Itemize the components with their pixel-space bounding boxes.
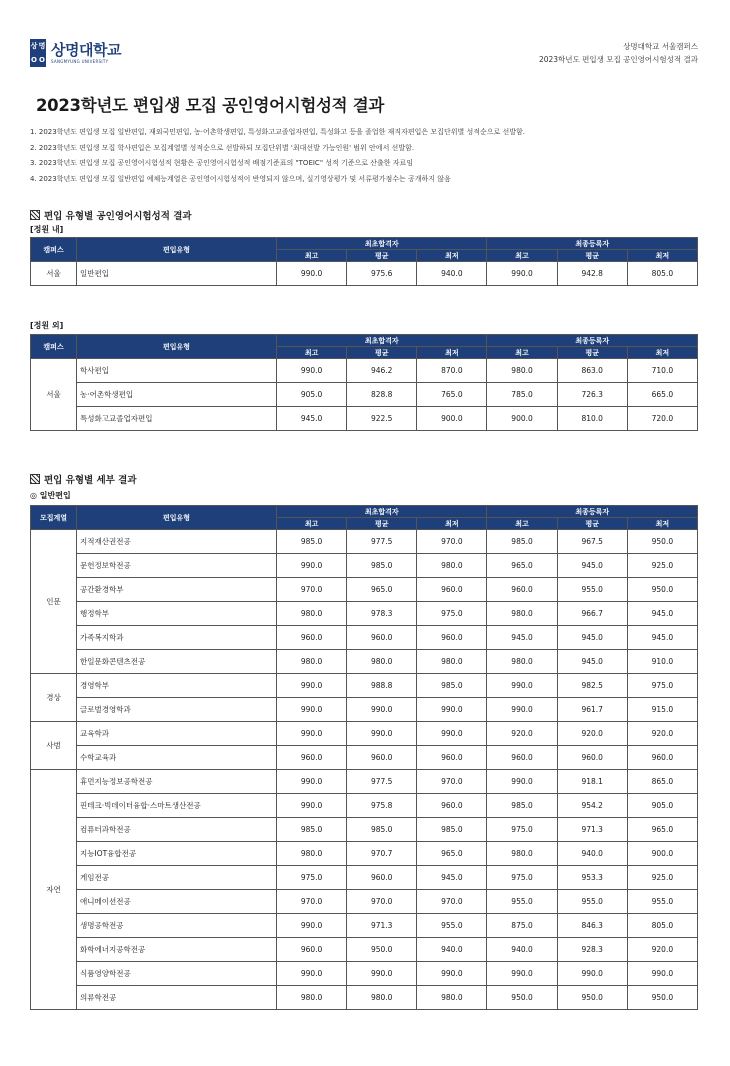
cell-first-min: 960.0 <box>417 746 487 770</box>
cell-final-avg: 940.0 <box>557 842 627 866</box>
cell-type: 생명공학전공 <box>77 914 277 938</box>
cell-first-max: 990.0 <box>277 722 347 746</box>
cell-first-min: 955.0 <box>417 914 487 938</box>
cell-first-min: 765.0 <box>417 383 487 407</box>
cell-first-avg: 980.0 <box>347 650 417 674</box>
cell-first-avg: 990.0 <box>347 698 417 722</box>
cell-final-max: 980.0 <box>487 650 557 674</box>
cell-final-min: 950.0 <box>627 530 697 554</box>
cell-type: 공간환경학부 <box>77 578 277 602</box>
cell-final-min: 990.0 <box>627 962 697 986</box>
table-row <box>31 938 698 962</box>
table-row <box>31 530 698 554</box>
cell-first-min: 940.0 <box>417 262 487 286</box>
cell-type: 휴먼지능정보공학전공 <box>77 770 277 794</box>
col-header-min: 최저 <box>627 347 697 359</box>
cell-final-avg: 928.3 <box>557 938 627 962</box>
cell-first-avg: 828.8 <box>347 383 417 407</box>
cell-final-min: 900.0 <box>627 842 697 866</box>
cell-final-avg: 955.0 <box>557 890 627 914</box>
col-header-max: 최고 <box>277 347 347 359</box>
cell-final-max: 985.0 <box>487 794 557 818</box>
cell-final-max: 960.0 <box>487 578 557 602</box>
table-row <box>31 818 698 842</box>
cell-first-max: 980.0 <box>277 650 347 674</box>
cell-type: 애니메이션전공 <box>77 890 277 914</box>
cell-first-max: 960.0 <box>277 626 347 650</box>
table-row <box>31 794 698 818</box>
cell-type: 수학교육과 <box>77 746 277 770</box>
cell-type: 특성화고교졸업자편입 <box>77 407 277 431</box>
page-title: 2023학년도 편입생 모집 공인영어시험성적 결과 <box>36 96 385 115</box>
cell-first-max: 960.0 <box>277 938 347 962</box>
col-header-avg: 평균 <box>557 518 627 530</box>
cell-final-min: 945.0 <box>627 602 697 626</box>
col-header-first-pass: 최초합격자 <box>277 335 487 347</box>
cell-first-avg: 988.8 <box>347 674 417 698</box>
note-item: 1. 2023학년도 편입생 모집 일반편입, 재외국민편입, 농·어촌학생편입, 특성화고교졸업자편입, 특성화고 등을 졸업한 재직자편입은 모집단위별 성적순으로 선발함. <box>30 128 525 136</box>
cell-first-max: 990.0 <box>277 914 347 938</box>
cell-final-avg: 846.3 <box>557 914 627 938</box>
cell-group: 사범 <box>31 722 77 770</box>
cell-type: 가족복지학과 <box>77 626 277 650</box>
cell-first-max: 945.0 <box>277 407 347 431</box>
cell-first-min: 975.0 <box>417 602 487 626</box>
note-item: 2. 2023학년도 편입생 모집 학사편입은 모집계열별 성적순으로 선발하되 모집단위별 '최대선발 가능인원' 범위 안에서 선발함. <box>30 143 415 152</box>
col-header-avg: 평균 <box>557 347 627 359</box>
cell-first-avg: 977.5 <box>347 530 417 554</box>
table-row <box>31 770 698 794</box>
header-caption <box>539 40 698 66</box>
cell-first-max: 985.0 <box>277 818 347 842</box>
cell-first-avg: 970.0 <box>347 890 417 914</box>
cell-type: 화학에너지공학전공 <box>77 938 277 962</box>
subtitle-outside-quota: [정원 외] <box>30 321 64 330</box>
cell-first-min: 960.0 <box>417 794 487 818</box>
cell-first-min: 990.0 <box>417 698 487 722</box>
cell-type: 한일문화콘텐츠전공 <box>77 650 277 674</box>
cell-final-max: 990.0 <box>487 698 557 722</box>
cell-final-avg: 945.0 <box>557 650 627 674</box>
cell-type: 글로벌경영학과 <box>77 698 277 722</box>
cell-final-min: 925.0 <box>627 866 697 890</box>
col-header-min: 최저 <box>417 250 487 262</box>
cell-final-avg: 990.0 <box>557 962 627 986</box>
col-header-max: 최고 <box>277 518 347 530</box>
cell-final-min: 950.0 <box>627 986 697 1010</box>
cell-group: 인문 <box>31 530 77 674</box>
cell-first-max: 990.0 <box>277 262 347 286</box>
cell-final-avg: 955.0 <box>557 578 627 602</box>
cell-final-min: 865.0 <box>627 770 697 794</box>
cell-final-min: 805.0 <box>627 262 697 286</box>
cell-final-max: 785.0 <box>487 383 557 407</box>
cell-first-min: 970.0 <box>417 770 487 794</box>
note-item: 4. 2023학년도 편입생 모집 일반편입 예체능계열은 공인영어시험성적이 반영되지 않으며, 실기영상평가 및 서류평가점수는 공개하지 않음 <box>30 174 451 183</box>
cell-final-min: 960.0 <box>627 746 697 770</box>
cell-final-min: 720.0 <box>627 407 697 431</box>
cell-final-max: 980.0 <box>487 359 557 383</box>
cell-final-max: 940.0 <box>487 938 557 962</box>
cell-first-min: 965.0 <box>417 842 487 866</box>
cell-first-max: 980.0 <box>277 986 347 1010</box>
cell-final-min: 955.0 <box>627 890 697 914</box>
cell-final-min: 665.0 <box>627 383 697 407</box>
cell-first-min: 945.0 <box>417 866 487 890</box>
col-header-group: 모집계열 <box>31 506 77 530</box>
cell-type: 일반편입 <box>77 262 277 286</box>
cell-final-avg: 726.3 <box>557 383 627 407</box>
cell-final-max: 990.0 <box>487 262 557 286</box>
cell-first-min: 985.0 <box>417 674 487 698</box>
table-row <box>31 383 698 407</box>
table-row <box>31 746 698 770</box>
cell-final-min: 925.0 <box>627 554 697 578</box>
cell-final-avg: 920.0 <box>557 722 627 746</box>
page-header <box>30 38 698 68</box>
table-row <box>31 866 698 890</box>
table-outside-quota <box>30 334 698 431</box>
cell-final-max: 980.0 <box>487 842 557 866</box>
cell-final-min: 920.0 <box>627 722 697 746</box>
cell-group: 경상 <box>31 674 77 722</box>
cell-final-min: 975.0 <box>627 674 697 698</box>
header-campus: 상명대학교 서울캠퍼스 <box>623 42 698 51</box>
cell-type: 교육학과 <box>77 722 277 746</box>
cell-final-avg: 960.0 <box>557 746 627 770</box>
cell-first-avg: 950.0 <box>347 938 417 962</box>
cell-first-min: 985.0 <box>417 818 487 842</box>
cell-first-avg: 960.0 <box>347 626 417 650</box>
col-header-type: 편입유형 <box>77 238 277 262</box>
cell-type: 핀테크·빅데이터융합·스마트생산전공 <box>77 794 277 818</box>
cell-first-max: 970.0 <box>277 578 347 602</box>
cell-first-min: 940.0 <box>417 938 487 962</box>
cell-type: 컴퓨터과학전공 <box>77 818 277 842</box>
col-header-avg: 평균 <box>347 347 417 359</box>
cell-type: 문헌정보학전공 <box>77 554 277 578</box>
cell-final-min: 950.0 <box>627 578 697 602</box>
cell-final-max: 950.0 <box>487 986 557 1010</box>
table-row <box>31 262 698 286</box>
table-row <box>31 626 698 650</box>
cell-first-max: 990.0 <box>277 359 347 383</box>
cell-campus: 서울 <box>31 359 77 431</box>
cell-final-avg: 945.0 <box>557 554 627 578</box>
section-title-detail: 편입 유형별 세부 결과 <box>30 472 137 486</box>
cell-final-min: 910.0 <box>627 650 697 674</box>
hatched-square-icon <box>30 210 40 220</box>
cell-first-min: 990.0 <box>417 962 487 986</box>
table-row <box>31 602 698 626</box>
cell-final-avg: 918.1 <box>557 770 627 794</box>
hatched-square-icon <box>30 474 40 484</box>
cell-final-avg: 953.3 <box>557 866 627 890</box>
logo-korean: 상명대학교 <box>51 41 121 59</box>
cell-final-max: 960.0 <box>487 746 557 770</box>
cell-type: 농·어촌학생편입 <box>77 383 277 407</box>
cell-first-max: 985.0 <box>277 530 347 554</box>
col-header-max: 최고 <box>487 518 557 530</box>
cell-first-max: 975.0 <box>277 866 347 890</box>
cell-final-max: 985.0 <box>487 530 557 554</box>
table-row <box>31 407 698 431</box>
cell-final-max: 875.0 <box>487 914 557 938</box>
col-header-max: 최고 <box>487 347 557 359</box>
cell-first-min: 980.0 <box>417 554 487 578</box>
cell-first-avg: 971.3 <box>347 914 417 938</box>
subtitle-general-transfer: ◎ 일반편입 <box>30 491 71 500</box>
cell-final-max: 975.0 <box>487 818 557 842</box>
cell-first-min: 980.0 <box>417 650 487 674</box>
cell-final-max: 920.0 <box>487 722 557 746</box>
cell-first-min: 970.0 <box>417 890 487 914</box>
table-row <box>31 962 698 986</box>
cell-type: 식품영양학전공 <box>77 962 277 986</box>
col-header-avg: 평균 <box>347 518 417 530</box>
cell-final-avg: 961.7 <box>557 698 627 722</box>
cell-type: 게임전공 <box>77 866 277 890</box>
table-row <box>31 674 698 698</box>
cell-first-avg: 977.5 <box>347 770 417 794</box>
cell-final-min: 920.0 <box>627 938 697 962</box>
cell-type: 의류학전공 <box>77 986 277 1010</box>
cell-first-avg: 922.5 <box>347 407 417 431</box>
subtitle-within-quota: [정원 내] <box>30 225 64 234</box>
cell-first-max: 990.0 <box>277 698 347 722</box>
logo-emblem-icon: 상 명 O O <box>30 39 46 67</box>
cell-first-min: 960.0 <box>417 578 487 602</box>
cell-type: 지능IOT융합전공 <box>77 842 277 866</box>
cell-final-max: 980.0 <box>487 602 557 626</box>
cell-first-avg: 975.6 <box>347 262 417 286</box>
cell-first-avg: 985.0 <box>347 818 417 842</box>
cell-first-avg: 980.0 <box>347 986 417 1010</box>
cell-first-avg: 985.0 <box>347 554 417 578</box>
cell-first-max: 980.0 <box>277 842 347 866</box>
table-detail <box>30 505 698 1010</box>
cell-first-avg: 946.2 <box>347 359 417 383</box>
cell-final-avg: 982.5 <box>557 674 627 698</box>
header-doc-title: 2023학년도 편입생 모집 공인영어시험성적 결과 <box>538 55 698 64</box>
cell-first-max: 905.0 <box>277 383 347 407</box>
cell-final-max: 965.0 <box>487 554 557 578</box>
cell-type: 학사편입 <box>77 359 277 383</box>
col-header-first-pass: 최초합격자 <box>277 506 487 518</box>
cell-first-avg: 970.7 <box>347 842 417 866</box>
cell-final-max: 900.0 <box>487 407 557 431</box>
cell-first-avg: 990.0 <box>347 722 417 746</box>
cell-final-avg: 971.3 <box>557 818 627 842</box>
cell-first-min: 960.0 <box>417 626 487 650</box>
cell-final-avg: 967.5 <box>557 530 627 554</box>
cell-final-avg: 863.0 <box>557 359 627 383</box>
cell-final-avg: 810.0 <box>557 407 627 431</box>
cell-final-max: 990.0 <box>487 962 557 986</box>
col-header-campus: 캠퍼스 <box>31 238 77 262</box>
cell-first-max: 990.0 <box>277 674 347 698</box>
cell-final-min: 945.0 <box>627 626 697 650</box>
cell-final-min: 805.0 <box>627 914 697 938</box>
cell-final-min: 965.0 <box>627 818 697 842</box>
cell-first-min: 900.0 <box>417 407 487 431</box>
table-row <box>31 650 698 674</box>
cell-first-max: 990.0 <box>277 554 347 578</box>
table-row <box>31 554 698 578</box>
cell-first-min: 870.0 <box>417 359 487 383</box>
cell-first-avg: 965.0 <box>347 578 417 602</box>
cell-campus: 서울 <box>31 262 77 286</box>
cell-first-avg: 975.8 <box>347 794 417 818</box>
cell-final-max: 945.0 <box>487 626 557 650</box>
table-row <box>31 914 698 938</box>
university-logo <box>30 38 121 68</box>
col-header-min: 최저 <box>417 518 487 530</box>
cell-final-max: 975.0 <box>487 866 557 890</box>
cell-type: 경영학부 <box>77 674 277 698</box>
cell-group: 자연 <box>31 770 77 1010</box>
col-header-min: 최저 <box>627 250 697 262</box>
cell-first-min: 990.0 <box>417 722 487 746</box>
cell-first-min: 980.0 <box>417 986 487 1010</box>
col-header-final-reg: 최종등록자 <box>487 506 698 518</box>
cell-final-min: 710.0 <box>627 359 697 383</box>
table-row <box>31 986 698 1010</box>
cell-first-max: 990.0 <box>277 770 347 794</box>
cell-final-max: 955.0 <box>487 890 557 914</box>
col-header-avg: 평균 <box>557 250 627 262</box>
col-header-type: 편입유형 <box>77 506 277 530</box>
cell-final-avg: 966.7 <box>557 602 627 626</box>
col-header-max: 최고 <box>487 250 557 262</box>
section-title-by-type: 편입 유형별 공인영어시험성적 결과 <box>30 208 192 222</box>
col-header-min: 최저 <box>627 518 697 530</box>
note-item: 3. 2023학년도 편입생 모집 공인영어시험성적 현황은 공인영어시험성적 배점기준표의 "TOEIC" 성적 기준으로 산출한 자료임 <box>30 159 414 168</box>
col-header-first-pass: 최초합격자 <box>277 238 487 250</box>
cell-first-avg: 978.3 <box>347 602 417 626</box>
col-header-type: 편입유형 <box>77 335 277 359</box>
table-within-quota <box>30 237 698 286</box>
table-row <box>31 890 698 914</box>
col-header-min: 최저 <box>417 347 487 359</box>
col-header-final-reg: 최종등록자 <box>487 238 698 250</box>
cell-final-max: 990.0 <box>487 674 557 698</box>
col-header-avg: 평균 <box>347 250 417 262</box>
table-row <box>31 359 698 383</box>
cell-first-avg: 990.0 <box>347 962 417 986</box>
cell-first-avg: 960.0 <box>347 746 417 770</box>
cell-final-max: 990.0 <box>487 770 557 794</box>
col-header-max: 최고 <box>277 250 347 262</box>
cell-first-max: 970.0 <box>277 890 347 914</box>
table-row <box>31 722 698 746</box>
cell-type: 행정학부 <box>77 602 277 626</box>
notes-list <box>30 125 525 187</box>
cell-type: 지적재산권전공 <box>77 530 277 554</box>
col-header-final-reg: 최종등록자 <box>487 335 698 347</box>
cell-first-min: 970.0 <box>417 530 487 554</box>
cell-first-avg: 960.0 <box>347 866 417 890</box>
cell-final-min: 905.0 <box>627 794 697 818</box>
cell-final-avg: 950.0 <box>557 986 627 1010</box>
col-header-campus: 캠퍼스 <box>31 335 77 359</box>
cell-final-avg: 945.0 <box>557 626 627 650</box>
cell-first-max: 990.0 <box>277 962 347 986</box>
cell-final-min: 915.0 <box>627 698 697 722</box>
cell-first-max: 980.0 <box>277 602 347 626</box>
table-row <box>31 698 698 722</box>
cell-final-avg: 942.8 <box>557 262 627 286</box>
cell-final-avg: 954.2 <box>557 794 627 818</box>
cell-first-max: 990.0 <box>277 794 347 818</box>
table-row <box>31 578 698 602</box>
table-row <box>31 842 698 866</box>
logo-english: SANGMYUNG UNIVERSITY <box>51 59 109 64</box>
cell-first-max: 960.0 <box>277 746 347 770</box>
